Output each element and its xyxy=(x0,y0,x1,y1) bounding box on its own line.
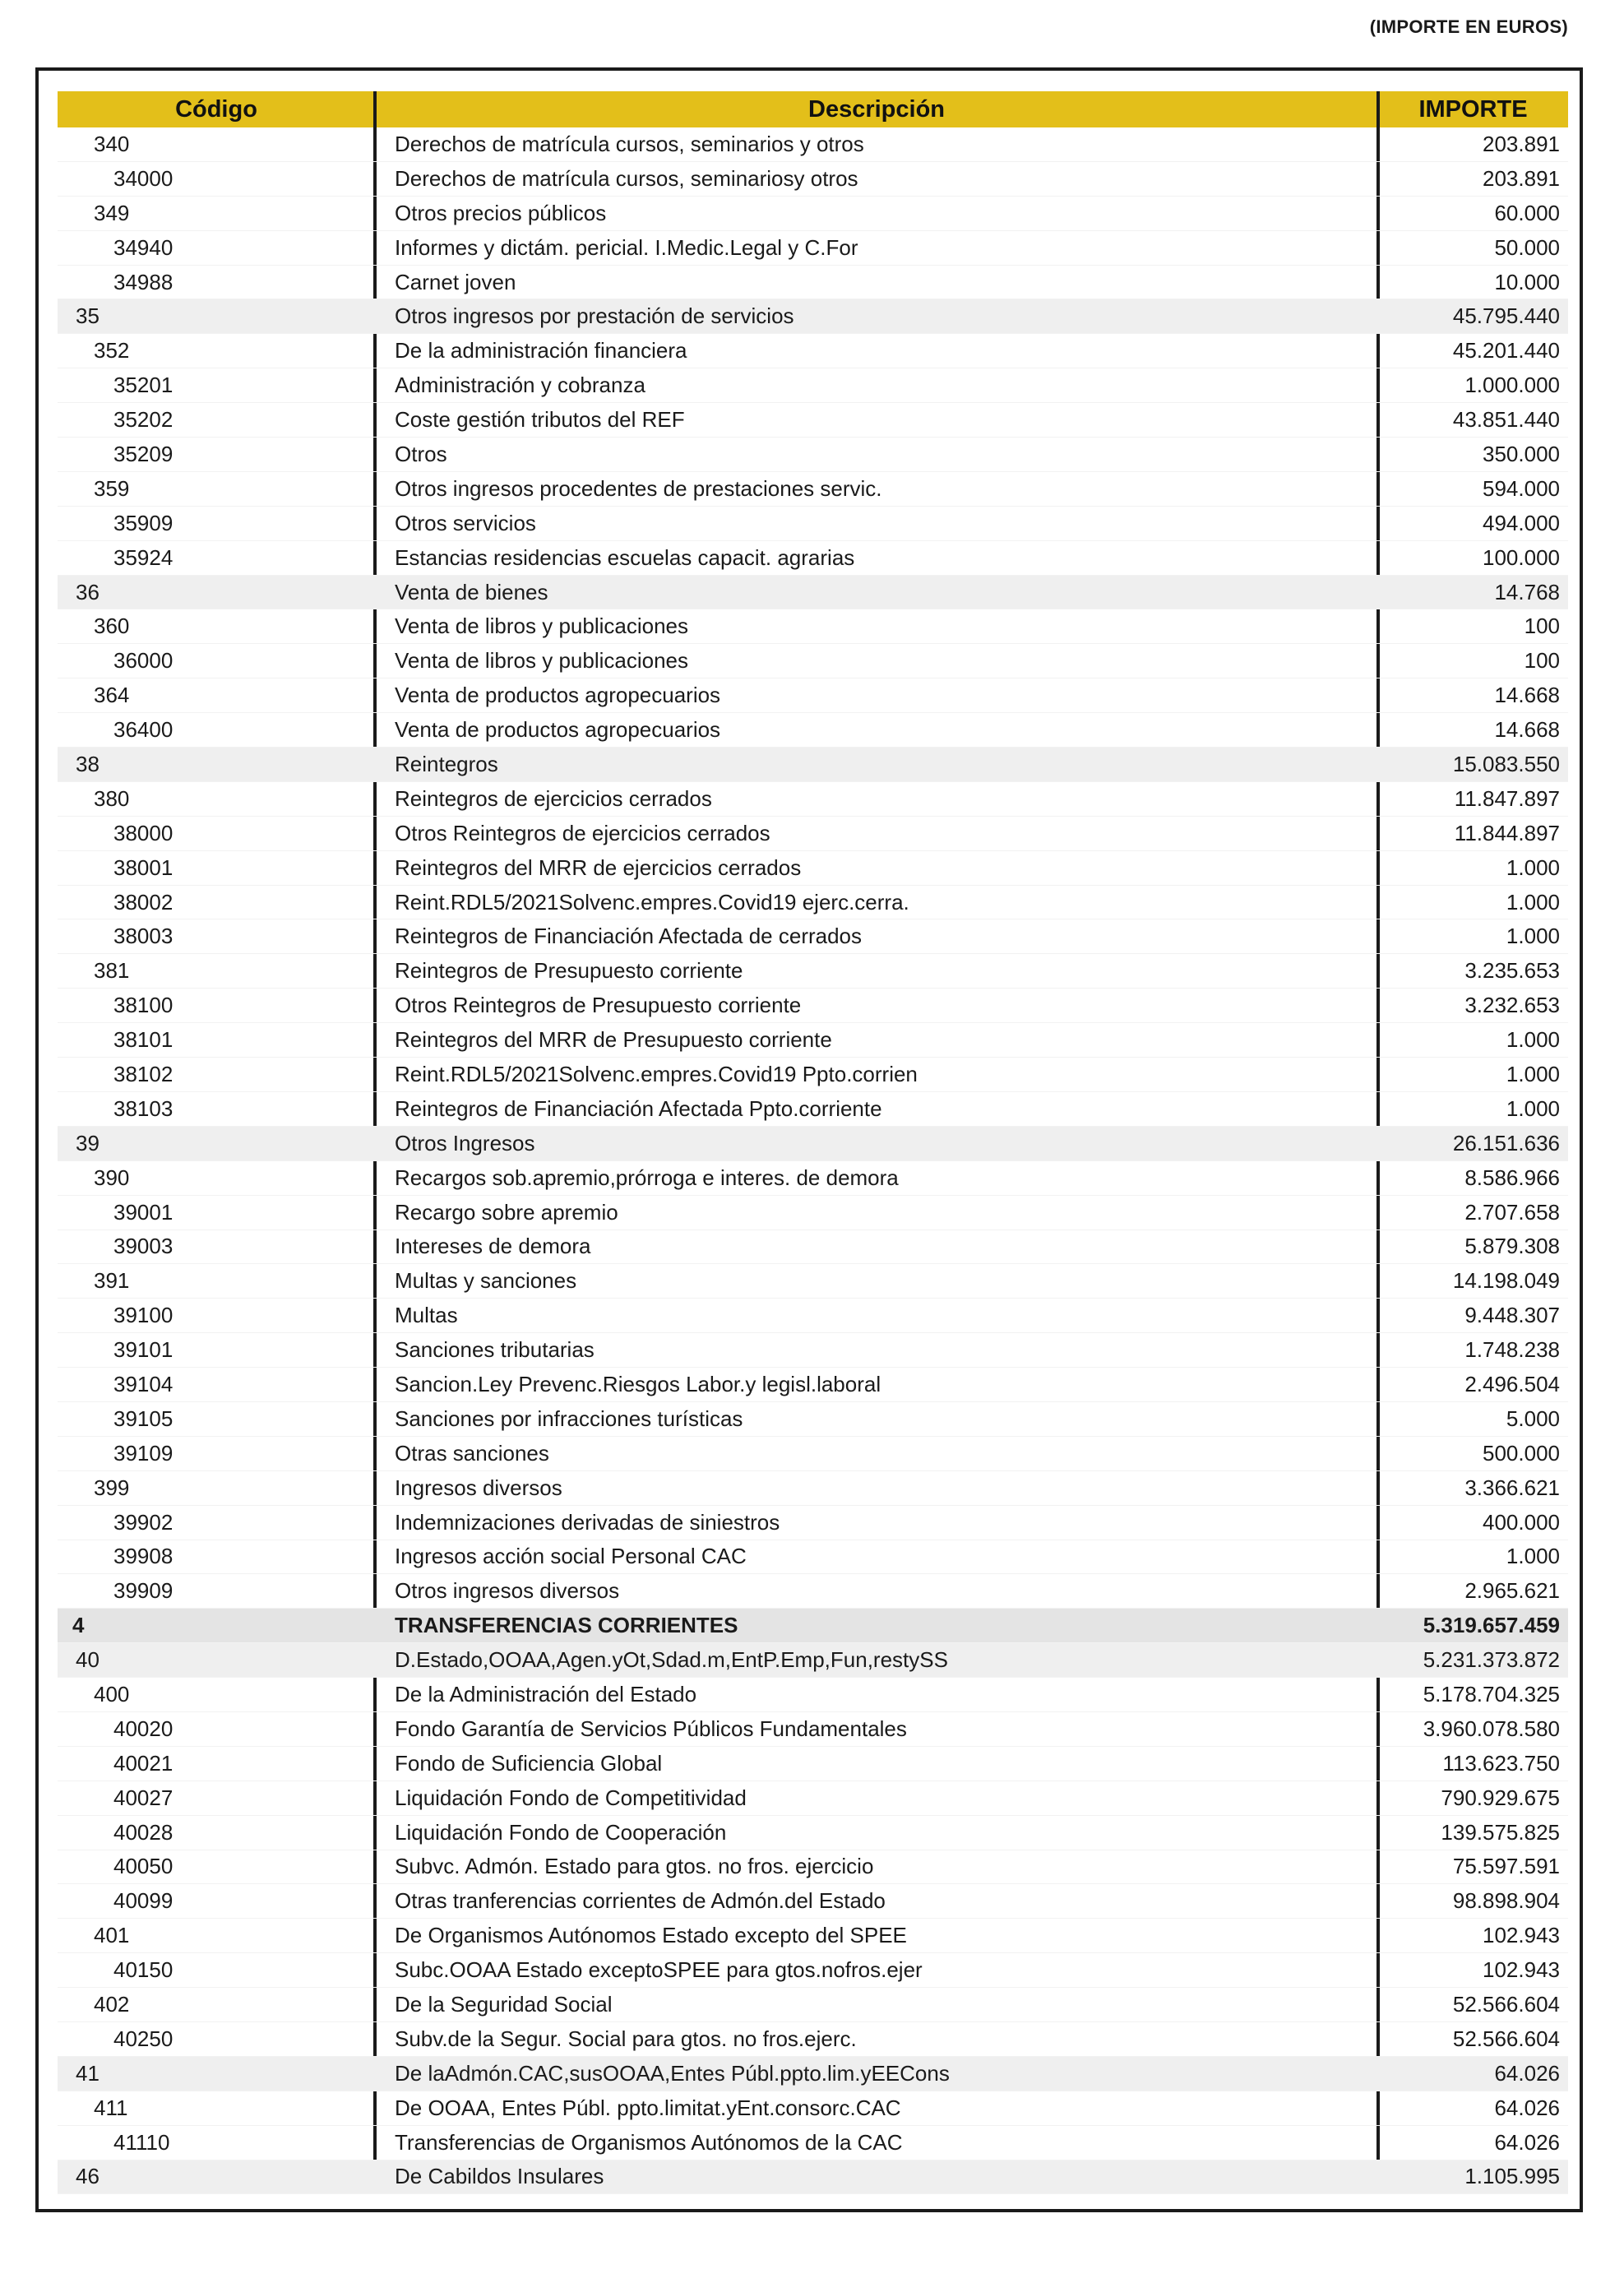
row-amount: 1.000.000 xyxy=(1464,373,1560,398)
row-description: De OOAA, Entes Públ. ppto.limitat.yEnt.consorc.CAC xyxy=(395,2095,901,2120)
row-code: 38103 xyxy=(113,1095,174,1121)
table-row xyxy=(58,1196,1568,1230)
row-amount: 1.000 xyxy=(1506,889,1560,915)
row-description: De Organismos Autónomos Estado excepto del SPEE xyxy=(395,1923,907,1948)
table-row xyxy=(58,1506,1568,1540)
row-description: Recargo sobre apremio xyxy=(395,1199,618,1225)
row-code: 399 xyxy=(94,1475,130,1500)
row-amount: 790.929.675 xyxy=(1441,1785,1560,1810)
row-amount: 350.000 xyxy=(1483,441,1560,466)
row-description: Otros Reintegros de ejercicios cerrados xyxy=(395,820,770,845)
row-description: De Cabildos Insulares xyxy=(395,2164,604,2189)
row-code: 340 xyxy=(94,131,130,156)
row-code: 35924 xyxy=(113,544,174,570)
row-code: 39100 xyxy=(113,1303,174,1328)
row-amount: 75.597.591 xyxy=(1452,1854,1560,1879)
header-description: Descripción xyxy=(808,95,945,123)
row-code: 41 xyxy=(76,2060,99,2086)
row-description: Informes y dictám. pericial. I.Medic.Legal y C.For xyxy=(395,234,858,260)
row-amount: 1.000 xyxy=(1506,854,1560,880)
row-amount: 52.566.604 xyxy=(1452,1992,1560,2017)
row-code: 36000 xyxy=(113,648,174,674)
table-row xyxy=(58,1333,1568,1368)
row-amount: 5.879.308 xyxy=(1464,1234,1560,1259)
row-code: 39109 xyxy=(113,1440,174,1466)
row-amount: 64.026 xyxy=(1494,2129,1560,2155)
table-row xyxy=(58,1781,1568,1816)
table-row xyxy=(58,1919,1568,1953)
table-row xyxy=(58,1678,1568,1712)
row-amount: 494.000 xyxy=(1483,510,1560,535)
row-code: 411 xyxy=(94,2095,128,2120)
table-row xyxy=(58,817,1568,851)
table-row xyxy=(58,541,1568,576)
row-description: Reintegros de ejercicios cerrados xyxy=(395,785,712,811)
table-row xyxy=(58,403,1568,438)
row-description: Otras tranferencias corrientes de Admón.del Estado xyxy=(395,1888,886,1914)
row-amount: 45.201.440 xyxy=(1452,338,1560,364)
row-amount: 139.575.825 xyxy=(1441,1819,1560,1845)
row-description: Administración y cobranza xyxy=(395,373,645,398)
row-amount: 45.795.440 xyxy=(1452,303,1560,329)
row-amount: 1.000 xyxy=(1506,1095,1560,1121)
row-code: 34988 xyxy=(113,269,174,294)
table-row xyxy=(58,2057,1568,2091)
table-row xyxy=(58,368,1568,403)
table-row xyxy=(58,127,1568,162)
table-row xyxy=(58,2126,1568,2160)
row-code: 381 xyxy=(94,958,130,984)
table-row xyxy=(58,1988,1568,2022)
row-amount: 1.105.995 xyxy=(1464,2164,1560,2189)
table-row xyxy=(58,644,1568,678)
row-code: 40150 xyxy=(113,1957,174,1983)
row-amount: 2.965.621 xyxy=(1464,1578,1560,1604)
table-row xyxy=(58,472,1568,507)
header-amount: IMPORTE xyxy=(1418,95,1528,123)
row-amount: 1.000 xyxy=(1506,1061,1560,1086)
header-code: Código xyxy=(175,95,257,123)
row-code: 352 xyxy=(94,338,130,364)
row-code: 39105 xyxy=(113,1405,174,1431)
row-description: Venta de libros y publicaciones xyxy=(395,648,689,674)
table-row xyxy=(58,1437,1568,1471)
table-row xyxy=(58,438,1568,472)
row-amount: 11.844.897 xyxy=(1454,820,1560,845)
row-code: 39003 xyxy=(113,1234,174,1259)
row-code: 349 xyxy=(94,200,130,225)
row-description: Otras sanciones xyxy=(395,1440,549,1466)
row-amount: 11.847.897 xyxy=(1454,785,1560,811)
table-row xyxy=(58,989,1568,1023)
row-description: Venta de productos agropecuarios xyxy=(395,717,721,743)
row-code: 38102 xyxy=(113,1061,174,1086)
row-description: Subc.OOAA Estado exceptoSPEE para gtos.nofros.ejer xyxy=(395,1957,923,1983)
table-row xyxy=(58,1747,1568,1781)
row-amount: 1.000 xyxy=(1506,924,1560,949)
table-row xyxy=(58,1643,1568,1678)
row-description: Sancion.Ley Prevenc.Riesgos Labor.y legisl.laboral xyxy=(395,1372,881,1396)
row-code: 38 xyxy=(76,751,99,776)
row-description: De la Seguridad Social xyxy=(395,1992,613,2017)
row-amount: 52.566.604 xyxy=(1452,2026,1560,2051)
row-amount: 10.000 xyxy=(1494,269,1560,294)
row-amount: 500.000 xyxy=(1483,1440,1560,1466)
row-description: Otros servicios xyxy=(395,510,536,535)
row-code: 40020 xyxy=(113,1716,174,1741)
row-description: Venta de productos agropecuarios xyxy=(395,683,721,708)
row-description: Otros xyxy=(395,441,447,466)
table-row xyxy=(58,2022,1568,2057)
row-amount: 1.000 xyxy=(1506,1544,1560,1569)
row-description: Coste gestión tributos del REF xyxy=(395,407,685,433)
row-amount: 113.623.750 xyxy=(1442,1750,1560,1776)
row-description: Otros ingresos por prestación de servicios xyxy=(395,303,794,329)
row-code: 39908 xyxy=(113,1544,174,1569)
table-row xyxy=(58,576,1568,610)
table-row xyxy=(58,1471,1568,1506)
row-code: 34000 xyxy=(113,165,174,191)
row-code: 39101 xyxy=(113,1337,174,1363)
table-row xyxy=(58,1264,1568,1299)
row-amount: 5.319.657.459 xyxy=(1423,1613,1560,1638)
row-code: 360 xyxy=(94,614,130,639)
row-code: 39909 xyxy=(113,1578,174,1604)
row-code: 36 xyxy=(76,579,99,604)
table-row xyxy=(58,162,1568,197)
row-amount: 43.851.440 xyxy=(1452,407,1560,433)
row-code: 402 xyxy=(94,1992,130,2017)
row-code: 390 xyxy=(94,1165,130,1190)
row-amount: 14.198.049 xyxy=(1452,1268,1560,1294)
unit-note: (IMPORTE EN EUROS) xyxy=(1369,16,1568,37)
row-code: 40099 xyxy=(113,1888,174,1914)
row-description: Reint.RDL5/2021Solvenc.empres.Covid19 ejerc.cerra. xyxy=(395,889,909,915)
row-description: Reintegros xyxy=(395,751,498,776)
row-code: 38002 xyxy=(113,889,174,915)
row-code: 35909 xyxy=(113,510,174,535)
row-code: 35202 xyxy=(113,407,174,433)
row-amount: 3.366.621 xyxy=(1464,1475,1560,1500)
row-code: 41110 xyxy=(113,2129,170,2155)
row-code: 36400 xyxy=(113,717,174,743)
table-row xyxy=(58,266,1568,300)
row-description: Reintegros del MRR de Presupuesto corriente xyxy=(395,1027,832,1053)
row-amount: 14.668 xyxy=(1494,683,1560,708)
table-row xyxy=(58,713,1568,748)
row-amount: 14.668 xyxy=(1494,717,1560,743)
table-row xyxy=(58,1850,1568,1885)
row-code: 35209 xyxy=(113,441,174,466)
row-code: 359 xyxy=(94,475,130,501)
row-code: 38100 xyxy=(113,993,174,1018)
table-row xyxy=(58,1816,1568,1850)
table-row xyxy=(58,1884,1568,1919)
row-description: Indemnizaciones derivadas de siniestros xyxy=(395,1509,780,1535)
row-amount: 3.232.653 xyxy=(1464,993,1560,1018)
table-row xyxy=(58,1092,1568,1127)
row-code: 40028 xyxy=(113,1819,174,1845)
row-code: 38001 xyxy=(113,854,174,880)
row-description: De la Administración del Estado xyxy=(395,1682,697,1707)
row-description: Sanciones por infracciones turísticas xyxy=(395,1405,743,1431)
row-description: Fondo Garantía de Servicios Públicos Fundamentales xyxy=(395,1716,907,1741)
row-description: Venta de bienes xyxy=(395,579,548,604)
row-description: Ingresos acción social Personal CAC xyxy=(395,1544,747,1569)
table-row xyxy=(58,231,1568,266)
table-row xyxy=(58,1712,1568,1747)
row-code: 40250 xyxy=(113,2026,174,2051)
row-code: 40050 xyxy=(113,1854,174,1879)
table-body xyxy=(58,127,1568,2194)
row-amount: 203.891 xyxy=(1483,165,1560,191)
table-row xyxy=(58,197,1568,231)
row-amount: 102.943 xyxy=(1483,1923,1560,1948)
table-row xyxy=(58,954,1568,989)
row-amount: 100 xyxy=(1524,614,1560,639)
table-row xyxy=(58,1230,1568,1265)
row-code: 38003 xyxy=(113,924,174,949)
table-row xyxy=(58,1023,1568,1058)
row-description: Estancias residencias escuelas capacit. agrarias xyxy=(395,544,855,570)
table-row xyxy=(58,299,1568,334)
row-amount: 100 xyxy=(1524,648,1560,674)
row-amount: 60.000 xyxy=(1494,200,1560,225)
row-description: Sanciones tributarias xyxy=(395,1337,595,1363)
row-amount: 98.898.904 xyxy=(1452,1888,1560,1914)
table-row xyxy=(58,609,1568,644)
table-row xyxy=(58,748,1568,782)
row-description: D.Estado,OOAA,Agen.yOt,Sdad.m,EntP.Emp,Fun,restySS xyxy=(395,1647,948,1673)
row-description: Intereses de demora xyxy=(395,1234,591,1259)
row-amount: 5.231.373.872 xyxy=(1423,1647,1560,1673)
row-code: 40027 xyxy=(113,1785,174,1810)
table-row xyxy=(58,1368,1568,1402)
row-code: 38101 xyxy=(113,1027,174,1053)
row-description: Subvc. Admón. Estado para gtos. no fros. ejercicio xyxy=(395,1854,874,1879)
table-row xyxy=(58,1609,1568,1643)
row-code: 380 xyxy=(94,785,130,811)
table-row xyxy=(58,1058,1568,1092)
row-description: Reintegros de Presupuesto corriente xyxy=(395,958,743,984)
row-description: Carnet joven xyxy=(395,269,516,294)
row-code: 35201 xyxy=(113,373,174,398)
row-amount: 102.943 xyxy=(1483,1957,1560,1983)
row-description: Otros ingresos diversos xyxy=(395,1578,620,1604)
row-description: Reintegros de Financiación Afectada Ppto.corriente xyxy=(395,1095,882,1121)
row-description: Ingresos diversos xyxy=(395,1475,562,1500)
table-row xyxy=(58,1953,1568,1988)
table-row xyxy=(58,2091,1568,2126)
row-description: Derechos de matrícula cursos, seminarios y otros xyxy=(395,131,864,156)
row-description: Liquidación Fondo de Competitividad xyxy=(395,1785,747,1810)
row-amount: 64.026 xyxy=(1494,2060,1560,2086)
table-row xyxy=(58,1540,1568,1575)
table-header xyxy=(58,91,1568,127)
row-description: Otros ingresos procedentes de prestaciones servic. xyxy=(395,475,882,501)
row-amount: 3.235.653 xyxy=(1464,958,1560,984)
row-description: TRANSFERENCIAS CORRIENTES xyxy=(395,1613,738,1638)
table-row xyxy=(58,1574,1568,1609)
row-amount: 3.960.078.580 xyxy=(1423,1716,1560,1741)
table-row xyxy=(58,919,1568,954)
table-row xyxy=(58,334,1568,368)
row-amount: 14.768 xyxy=(1494,579,1560,604)
row-code: 38000 xyxy=(113,820,174,845)
row-amount: 1.000 xyxy=(1506,1027,1560,1053)
row-description: Venta de libros y publicaciones xyxy=(395,614,689,639)
row-description: Derechos de matrícula cursos, seminariosy otros xyxy=(395,165,858,191)
row-amount: 50.000 xyxy=(1494,234,1560,260)
row-amount: 594.000 xyxy=(1483,475,1560,501)
row-description: Multas y sanciones xyxy=(395,1268,577,1294)
row-amount: 8.586.966 xyxy=(1464,1165,1560,1190)
row-code: 46 xyxy=(76,2164,99,2189)
row-description: Otros Ingresos xyxy=(395,1130,535,1155)
row-amount: 203.891 xyxy=(1483,131,1560,156)
row-amount: 9.448.307 xyxy=(1464,1303,1560,1328)
row-code: 391 xyxy=(94,1268,130,1294)
table-row xyxy=(58,678,1568,713)
row-code: 401 xyxy=(94,1923,130,1948)
row-description: Reintegros del MRR de ejercicios cerrados xyxy=(395,854,802,880)
row-amount: 1.748.238 xyxy=(1464,1337,1560,1363)
row-code: 35 xyxy=(76,303,99,329)
row-code: 4 xyxy=(72,1613,85,1638)
table-row xyxy=(58,1161,1568,1196)
table-row xyxy=(58,1402,1568,1437)
table-row xyxy=(58,2160,1568,2195)
row-description: Recargos sob.apremio,prórroga e interes. de demora xyxy=(395,1165,899,1190)
row-amount: 2.496.504 xyxy=(1464,1372,1560,1396)
row-code: 39001 xyxy=(113,1199,174,1225)
row-description: De la administración financiera xyxy=(395,338,687,364)
row-description: Transferencias de Organismos Autónomos de la CAC xyxy=(395,2129,903,2155)
row-description: De laAdmón.CAC,susOOAA,Entes Públ.ppto.lim.yEECons xyxy=(395,2060,950,2086)
row-code: 39104 xyxy=(113,1372,174,1396)
row-code: 39 xyxy=(76,1130,99,1155)
row-amount: 26.151.636 xyxy=(1452,1130,1560,1155)
budget-table xyxy=(58,91,1568,2194)
row-code: 39902 xyxy=(113,1509,174,1535)
row-amount: 15.083.550 xyxy=(1452,751,1560,776)
row-code: 400 xyxy=(94,1682,130,1707)
row-amount: 64.026 xyxy=(1494,2095,1560,2120)
table-row xyxy=(58,886,1568,920)
table-row xyxy=(58,782,1568,817)
row-description: Reint.RDL5/2021Solvenc.empres.Covid19 Ppto.corrien xyxy=(395,1061,918,1086)
table-row xyxy=(58,851,1568,886)
row-description: Liquidación Fondo de Cooperación xyxy=(395,1819,727,1845)
table-row xyxy=(58,1299,1568,1333)
row-code: 34940 xyxy=(113,234,174,260)
row-code: 40 xyxy=(76,1647,99,1673)
row-amount: 5.178.704.325 xyxy=(1423,1682,1560,1707)
row-amount: 400.000 xyxy=(1483,1509,1560,1535)
row-description: Fondo de Suficiencia Global xyxy=(395,1750,663,1776)
row-amount: 2.707.658 xyxy=(1464,1199,1560,1225)
row-amount: 5.000 xyxy=(1506,1405,1560,1431)
row-description: Reintegros de Financiación Afectada de cerrados xyxy=(395,924,863,949)
table-row xyxy=(58,1127,1568,1161)
row-code: 364 xyxy=(94,683,130,708)
row-description: Otros precios públicos xyxy=(395,200,607,225)
row-amount: 100.000 xyxy=(1483,544,1560,570)
row-description: Subv.de la Segur. Social para gtos. no fros.ejerc. xyxy=(395,2026,857,2051)
row-description: Multas xyxy=(395,1303,458,1328)
table-row xyxy=(58,507,1568,541)
row-code: 40021 xyxy=(113,1750,174,1776)
row-description: Otros Reintegros de Presupuesto corriente xyxy=(395,993,802,1018)
